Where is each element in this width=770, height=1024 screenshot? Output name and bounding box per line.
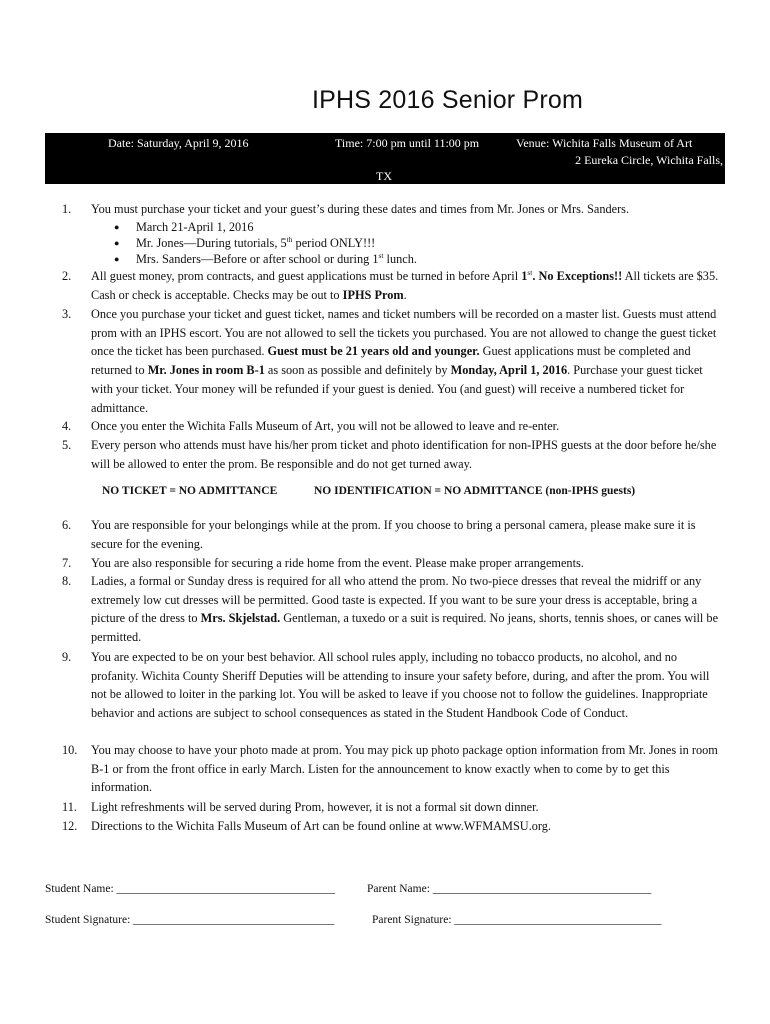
page-title: IPHS 2016 Senior Prom — [312, 86, 583, 114]
item-text: Light refreshments will be served during Prom, however, it is not a formal sit down dinner. — [91, 800, 539, 814]
item-number: 9. — [62, 650, 72, 664]
event-date: Date: Saturday, April 9, 2016 — [108, 136, 249, 150]
item-text: Once you purchase your ticket and guest ticket, names and ticket numbers will be recorded on a master list. Guests must attend prom with an IPHS escort. You are not allowed to sell the tickets you purchased. You are not allowed to change the guest ticket once the ticket has been purchased. Guest must be 21 years old and younger. Guest applications must be completed and returned to Mr. Jones in room B-1 as soon as possible and definitely by Monday, April 1, 2016. Purchase your guest ticket with your ticket. Your money will be refunded if your guest is denied. You (and guest) will receive a numbered ticket for admittance. — [91, 307, 717, 415]
student-name-field[interactable]: Student Name: ______________________________________ — [45, 883, 336, 895]
bullet-text: Mrs. Sanders—Before or after school or during 1st lunch. — [136, 250, 417, 266]
item-number: 2. — [62, 269, 72, 283]
item-number: 4. — [62, 419, 72, 433]
bullet-icon: ● — [114, 238, 120, 248]
item-number: 5. — [62, 438, 72, 452]
item-number: 12. — [62, 819, 78, 833]
item-text: Every person who attends must have his/her prom ticket and photo identification for non-IPHS guests at the door before he/she will be allowed to enter the prom. Be responsible and do not get turned away. — [91, 438, 717, 471]
item-number: 10. — [62, 743, 78, 757]
parent-signature-field[interactable]: Parent Signature: ____________________________________ — [372, 914, 662, 926]
student-signature-field[interactable]: Student Signature: ___________________________________ — [45, 914, 335, 926]
item-number: 6. — [62, 518, 72, 532]
bullet-icon: ● — [114, 222, 120, 232]
item-number: 7. — [62, 556, 72, 570]
no-id-rule: NO IDENTIFICATION = NO ADMITTANCE (non-IPHS guests) — [314, 485, 636, 497]
item-text: All guest money, prom contracts, and guest applications must be turned in before April 1st. No Exceptions!! All tickets are $35. Cash or check is acceptable. Checks may be out to IPHS Prom. — [91, 267, 719, 302]
bullet-text: Mr. Jones—During tutorials, 5th period ONLY!!! — [136, 234, 376, 250]
item-text: You are expected to be on your best behavior. All school rules apply, including no tobacco products, no alcohol, and no profanity. Wichita County Sheriff Deputies will be attending to insure your safety before, during, and after the prom. You will not be allowed to loiter in the parking lot. You will be asked to leave if you choose not to follow the guidelines. Inappropriate behavior and actions are subject to school consequences as stated in the Student Handbook Code of Conduct. — [91, 650, 710, 721]
venue-address: 2 Eureka Circle, Wichita Falls, — [575, 153, 723, 167]
item-number: 3. — [62, 307, 72, 321]
item-text: You are responsible for your belongings while at the prom. If you choose to bring a personal camera, please make sure it is secure for the evening. — [91, 518, 696, 551]
no-ticket-rule: NO TICKET = NO ADMITTANCE — [102, 485, 278, 497]
event-time: Time: 7:00 pm until 11:00 pm — [335, 136, 480, 150]
item-text: Once you enter the Wichita Falls Museum of Art, you will not be allowed to leave and re-enter. — [91, 419, 560, 433]
item-text: You may choose to have your photo made at prom. You may pick up photo package option information from Mr. Jones in room B-1 or from the front office in early March. Listen for the announcement to know exactly when to come by to get this information. — [91, 743, 718, 795]
item-text: You must purchase your ticket and your guest’s during these dates and times from Mr. Jones or Mrs. Sanders. — [91, 202, 630, 216]
event-venue: Venue: Wichita Falls Museum of Art — [516, 136, 693, 150]
bullet-text: March 21-April 1, 2016 — [136, 220, 254, 234]
item-text: Ladies, a formal or Sunday dress is required for all who attend the prom. No two-piece dresses that reveal the midriff or any extremely low cut dresses will be permitted. Good taste is expected. If you want to be sure your dress is acceptable, bring a picture of the dress to Mrs. Skjelstad. Gentleman, a tuxedo or a suit is required. No jeans, shorts, tennis shoes, or canes will be permitted. — [91, 574, 719, 645]
parent-name-field[interactable]: Parent Name: ______________________________________ — [367, 883, 652, 895]
bullet-icon: ● — [114, 254, 120, 264]
venue-state: TX — [376, 169, 392, 183]
item-text: You are also responsible for securing a ride home from the event. Please make proper arrangements. — [91, 556, 584, 570]
item-number: 11. — [62, 800, 77, 814]
item-text: Directions to the Wichita Falls Museum of Art can be found online at www.WFMAMSU.org. — [91, 819, 552, 833]
event-info-banner — [45, 133, 725, 184]
item-number: 1. — [62, 202, 72, 216]
item-number: 8. — [62, 574, 72, 588]
